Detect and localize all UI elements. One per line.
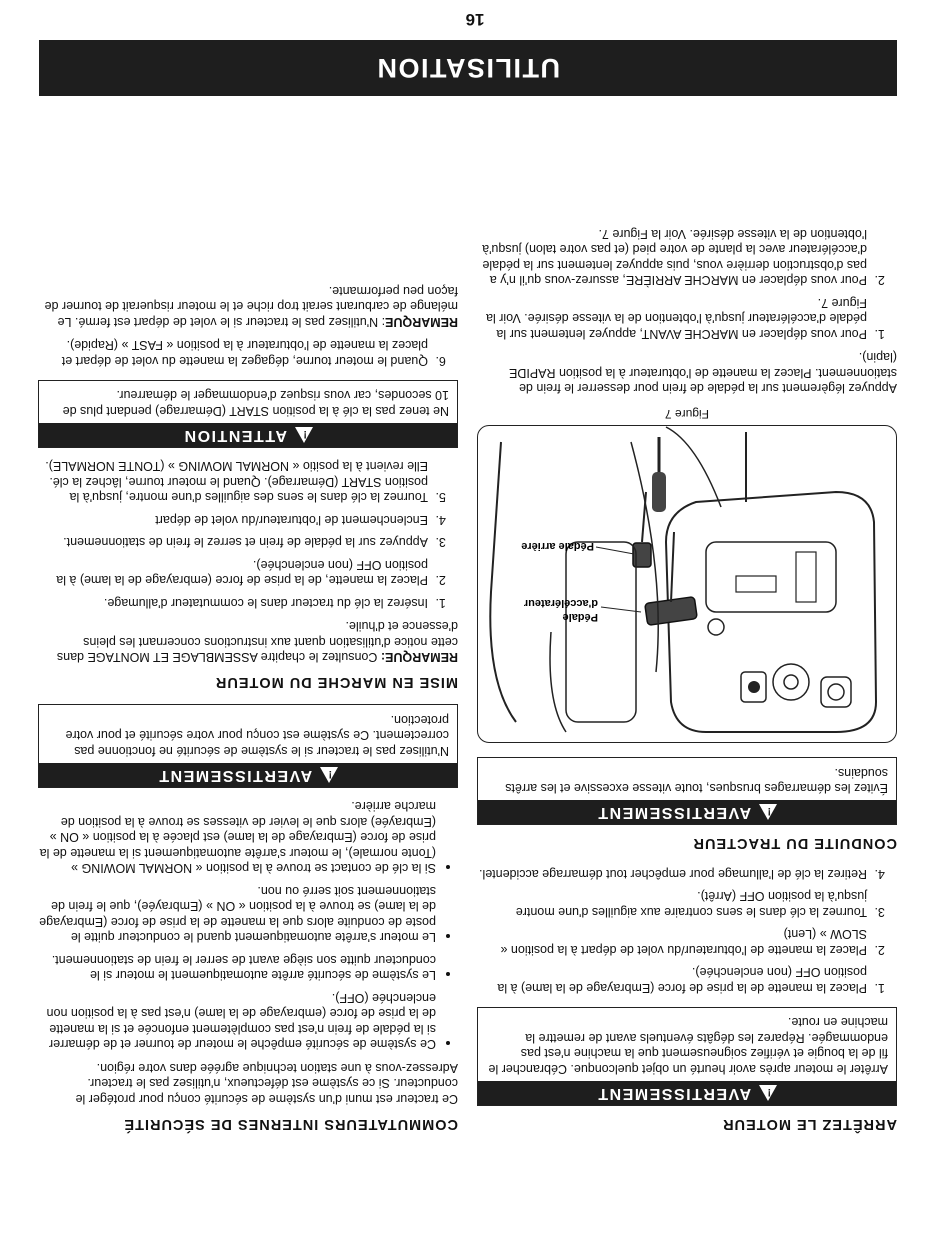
caution-header: [39, 423, 457, 447]
note-text: : N'utilisez pas le tracteur si le volet de départ est fermé. Le mélange de carburant serait trop riche et le moteur risquerait de tourner de façon peu performante.: [44, 284, 458, 329]
list-item: • Le moteur s'arrête automatiquement quand le conducteur quitte le poste de conduite alors que la manette de la prise de force (Embrayage de la lame) se trouve à la position « ON » (Embrayée), que le frein de stationnement soit serré ou non.: [38, 883, 436, 945]
safety-bullets: [38, 798, 458, 1052]
section-title-driving: CONDUITE DU TRACTEUR: [692, 835, 897, 852]
warning-text: N'utilisez pas le tracteur si le système de sécurité ne fonctionne pas correctement. Ce système est conçu pour votre sécurité et pour votre protection.: [65, 713, 449, 758]
drive-steps: [477, 226, 897, 342]
warning-header: [39, 763, 457, 787]
caution-text: Ne tenez pas la clé à la position START (Démarrage) pendant plus de 10 secondes, car vous risquez d'endommager le démarreur.: [62, 388, 449, 418]
list-item: 1. Placez la manette de la prise de force (Embrayage de la lame) à la position OFF (non enclenchée).: [477, 964, 871, 995]
warning-text: Arrêter le moteur après avoir heurté un objet quelconque. Cébrancher le fil de la bougie et vérifiez soigneusement que la machine n'est pas endommagée. Réparez les dégâts éventuels avant de remettre la machine en route.: [488, 1015, 888, 1076]
figure-label-reverse-pedal: Pédale arrière: [521, 540, 594, 553]
warning-header: [478, 1081, 896, 1105]
section-title-safety: COMMUTATEURS INTERNES DE SÉCURITÉ: [123, 1116, 458, 1132]
banner-title: UTILISATION: [376, 53, 560, 84]
warning-header: [478, 801, 896, 825]
figure-caption: Figure 7: [664, 407, 710, 422]
list-item: 3. Tournez la clé dans le sens contraire aux aiguilles d'une montre jusqu'à la position OFF (Arrêt).: [477, 888, 871, 919]
start-note: [38, 618, 458, 665]
list-item: 3. Appuyez sur la pédale de frein et serrez le frein de stationnement.: [38, 534, 432, 550]
caution-label: ATTENTION: [183, 427, 287, 444]
safety-intro: Ce tracteur est muni d'un système de sécurité conçu pour protéger le conducteur. Si ce système est défectueux, n'utilisez pas le tracteur. Adressez-vous à une station technique agréée dans votre région.: [75, 1061, 458, 1106]
section-title-start-engine: MISE EN MARCHE DU MOTEUR: [214, 674, 458, 691]
warning-triangle-icon: !: [759, 805, 777, 821]
warning-triangle-icon: !: [320, 767, 338, 783]
list-item: 1. Insérez la clé du tracteur dans le commutateur d'allumage.: [38, 595, 432, 611]
warning-label: AVERTISSEMENT: [157, 767, 313, 784]
list-item: • Le système de sécurité arrête automatiquement le moteur si le conducteur quitte son siège avant de serrer le frein de stationnement.: [38, 952, 436, 983]
list-item: 4. Enclenchement de l'obturateur/du volet de départ: [38, 512, 432, 528]
warning-text: Évitez les démarrages brusques, toute vitesse excessive et les arrêts soudains.: [505, 766, 888, 796]
section-title-stop-engine: ARRÊTEZ LE MOTEUR: [722, 1116, 897, 1132]
left-column: [477, 218, 897, 1147]
start-steps: [38, 458, 458, 610]
list-item: 1. Pour vous déplacer en MARCHE AVANT, appuyez lentement sur la pédale d'accélérateur jusqu'à l'obtention de la vitesse désirée. Voir la Figure 7.: [477, 295, 871, 342]
page-number: 16: [465, 10, 485, 29]
tractor-pedals-illustration: [478, 427, 896, 743]
start-steps-continued: [38, 337, 458, 368]
list-item: 4. Retirez la clé de l'allumage pour empêcher tout démarrage accidentel.: [477, 866, 871, 882]
right-column: [38, 275, 458, 1147]
note-label: REMARQUE: [385, 315, 458, 329]
list-item: 6. Quand le moteur tourne, dégagez la manette du volet de départ et placez la manette de l'obturateur à la position « FAST » (Rapide).: [38, 337, 432, 368]
figure-label-accelerator-pedal: Pédale: [562, 611, 598, 624]
warning-triangle-icon: !: [759, 1085, 777, 1101]
warning-box-safety: [38, 705, 458, 789]
warning-label: AVERTISSEMENT: [596, 804, 752, 822]
pedal-figure: [477, 426, 897, 744]
list-item: 5. Tournez la clé dans le sens des aiguilles d'une montre, jusqu'à la position START (Démarrage). Quand le moteur tourne, lâchez la clé. Elle revient à la positio « NORMAL MOWING » (TONTE NORMALE).: [38, 458, 432, 505]
list-item: 2. Placez la manette de l'obturateur/du volet de départ à la position « SLOW » (Lent): [477, 926, 871, 957]
warning-box-stop: [477, 1007, 897, 1106]
note-label: REMARQUE:: [380, 650, 458, 665]
list-item: • Si la clé de contact se trouve à la position « NORMAL MOWING » (Tonte normale), le moteur s'arrête automatiquement si la manette de la prise de force (Embrayage de la lame) est placée à la position « ON » (Embrayée) alors que le levier de vitesses se trouve à la position de marche arrière.: [38, 798, 436, 876]
stop-engine-steps: [477, 866, 897, 996]
warning-label: AVERTISSEMENT: [596, 1085, 752, 1102]
drive-intro: Appuyez légèrement sur la pédale de frein pour desserrer le frein de stationnement. Placez la manette de l'obturateur à la position RAPIDE (lapin).: [508, 350, 897, 396]
caution-box: [38, 380, 458, 448]
choke-note: [38, 283, 458, 330]
figure-label-accelerator-pedal: d'accélérateur: [523, 597, 598, 610]
list-item: 2. Placez la manette, de la prise de force (embrayage de la lame) à la position OFF (non enclenchée).: [38, 557, 432, 588]
note-text: Consultez le chapitre ASSEMBLAGE ET MONTAGE dans cette notice d'utilisation quant aux instructions concernant les pleins d'essence et d'huile.: [56, 619, 458, 665]
section-banner: [39, 40, 897, 96]
list-item: • Ce système de sécurité empêche le moteur de tourner et de démarrer si la pédale de frein n'est pas complètement enfoncée et si la manette de la prise de force (embrayage de la lame) n'est pas à la position non enclenchée (OFF).: [38, 990, 436, 1052]
list-item: 2. Pour vous déplacer en MARCHE ARRIÈRE, assurez-vous qu'il n'y a pas d'obstruction derrière vous, puis appuyez lentement sur la pédale d'accélérateur avec la plante de votre pied (et pas votre talon) jusqu'à l'obtention de la vitesse désirée. Voir la Figure 7.: [477, 226, 871, 288]
warning-triangle-icon: !: [295, 427, 313, 443]
warning-box-driving: [477, 758, 897, 826]
